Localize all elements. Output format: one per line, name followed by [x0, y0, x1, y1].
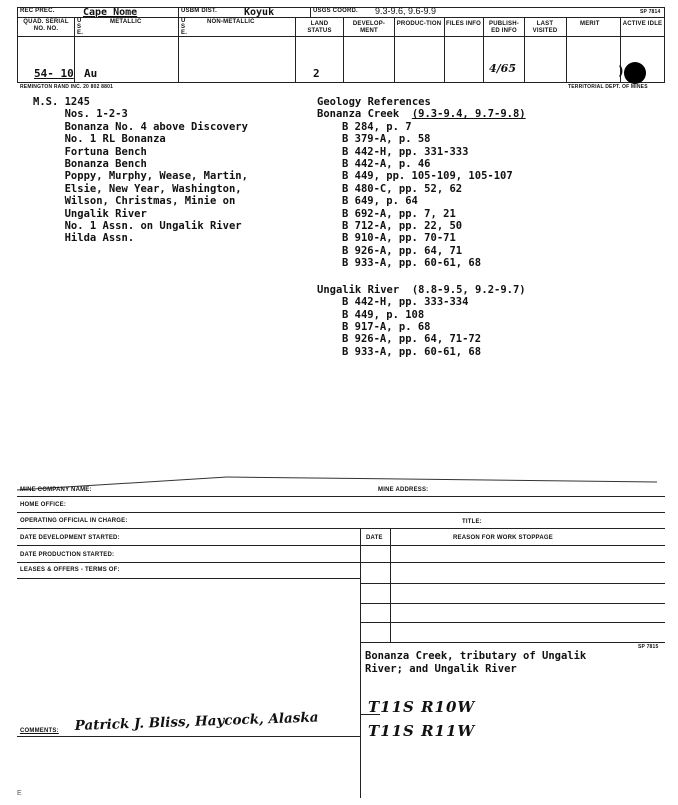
metallic-letter-s: S	[77, 24, 82, 30]
location-line-1: Bonanza Creek, tributary of Ungalik	[365, 650, 587, 662]
quad-serial-value: 54- 10	[34, 67, 74, 80]
corner-mark: E	[17, 790, 22, 797]
metallic-label: METALLIC	[110, 19, 142, 25]
reference-line: B 649, p. 64	[342, 195, 418, 208]
township-range-1: T11S R10W	[368, 698, 476, 716]
merit-label: MERIT	[580, 21, 600, 27]
rec-prec-label: REC PREC.	[20, 8, 55, 14]
reference-line: B 692-A, pp. 7, 21	[342, 207, 456, 220]
claim-line: M.S. 1245	[33, 96, 90, 108]
claim-line: No. 1 RL Bonanza	[33, 133, 166, 146]
title-label: TITLE:	[462, 519, 482, 525]
reason-work-stoppage-label: REASON FOR WORK STOPPAGE	[453, 535, 553, 541]
rec-prec-value: Cape Nome	[83, 7, 138, 18]
location-line-2: River; and Ungalik River	[365, 663, 517, 675]
reference-line: B 449, p. 108	[342, 308, 425, 321]
ungalik-river-heading: Ungalik River	[317, 283, 400, 296]
reference-line: B 442-A, p. 46	[342, 158, 431, 171]
form-number-top: SP 7814	[640, 9, 661, 15]
claim-line: Hilda Assn.	[33, 232, 135, 245]
township-range-2: T11S R11W	[368, 722, 476, 740]
claim-line: Elsie, New Year, Washington,	[33, 182, 242, 195]
active-status-dot	[624, 62, 646, 84]
published-info-value: 4/65	[489, 62, 516, 75]
printer-imprint: REMINGTON RAND INC. 20 802 8801	[20, 84, 114, 90]
usbm-dist-value: Koyuk	[244, 7, 275, 18]
claim-line: No. 1 Assn. on Ungalik River	[33, 220, 242, 233]
reference-line: B 712-A, pp. 22, 50	[342, 220, 463, 233]
metallic-letter-u: U	[77, 18, 82, 24]
last-visited-label: LAST VISITED	[532, 21, 558, 34]
metallic-letter-e: E.	[77, 30, 84, 36]
claim-line: Ungalik River	[33, 207, 147, 220]
land-status-value: 2	[313, 67, 320, 80]
metallic-value: Au	[84, 67, 98, 80]
bonanza-creek-heading: Bonanza Creek	[317, 108, 400, 121]
reference-line: B 910-A, pp. 70-71	[342, 232, 456, 245]
nonmetallic-label: NON-METALLIC	[207, 19, 255, 25]
active-status-bracket: )	[618, 64, 624, 78]
usgs-coord-label: USGS COORD.	[313, 8, 358, 14]
claim-line: Poppy, Murphy, Wease, Martin,	[33, 170, 248, 183]
bonanza-creek-coords: (9.3-9.4, 9.7-9.8)	[411, 108, 526, 121]
ungalik-river-coords: (8.8-9.5, 9.2-9.7)	[411, 283, 526, 296]
production-label: PRODUC-TION	[396, 21, 442, 27]
development-label: DEVELOP-MENT	[352, 21, 386, 34]
date-production-label: DATE PRODUCTION STARTED:	[20, 552, 115, 558]
date-development-label: DATE DEVELOPMENT STARTED:	[20, 535, 120, 541]
claim-line: Bonanza No. 4 above Discovery	[33, 120, 248, 133]
land-status-label: LAND STATUS	[307, 21, 332, 34]
reference-line: B 926-A, pp. 64, 71	[342, 244, 463, 257]
active-idle-label: ACTIVE IDLE	[622, 21, 663, 27]
reference-line: B 449, pp. 105-109, 105-107	[342, 170, 513, 183]
quad-serial-label: QUAD. SERIAL NO. NO.	[23, 19, 69, 32]
usgs-coord-value: 9.3-9.6, 9.6-9.9	[375, 6, 437, 16]
claim-line: Nos. 1-2-3	[33, 108, 128, 121]
reference-line: B 480-C, pp. 52, 62	[342, 182, 463, 195]
mine-address-label: MINE ADDRESS:	[378, 487, 429, 493]
reference-line: B 442-H, pp. 333-334	[342, 296, 469, 309]
operating-official-label: OPERATING OFFICIAL IN CHARGE:	[20, 518, 128, 524]
home-office-label: HOME OFFICE:	[20, 502, 67, 508]
claim-line: Fortuna Bench	[33, 145, 147, 158]
territorial-dept-label: TERRITORIAL DEPT. OF MINES	[568, 84, 648, 90]
usbm-dist-label: USBM DIST.	[181, 8, 218, 14]
reference-line: B 284, p. 7	[342, 120, 412, 133]
reference-line: B 933-A, pp. 60-61, 68	[342, 257, 482, 270]
geology-title: Geology References	[317, 96, 431, 108]
mine-company-label: MINE COMPANY NAME:	[20, 487, 92, 493]
form-top-border	[17, 468, 665, 494]
form-number-bottom: SP 7815	[638, 644, 659, 650]
leases-offers-label: LEASES & OFFERS - TERMS OF:	[20, 567, 120, 573]
claim-line: Bonanza Bench	[33, 158, 147, 171]
claims-list	[33, 96, 248, 245]
nonmetallic-letter-u: U	[181, 18, 186, 24]
reference-line: B 442-H, pp. 331-333	[342, 145, 469, 158]
claim-line: Wilson, Christmas, Minie on	[33, 195, 236, 208]
date-column-label: DATE	[366, 535, 383, 541]
nonmetallic-letter-s: S	[181, 24, 186, 30]
reference-line: B 926-A, pp. 64, 71-72	[342, 333, 482, 346]
reference-line: B 933-A, pp. 60-61, 68	[342, 345, 482, 358]
comments-label: COMMENTS:	[20, 728, 59, 734]
reference-line: B 917-A, p. 68	[342, 320, 431, 333]
comments-value: Patrick J. Bliss, Haycock, Alaska	[74, 709, 319, 734]
published-info-label: PUBLISH-ED INFO	[489, 21, 519, 34]
reference-line: B 379-A, p. 58	[342, 133, 431, 146]
files-info-label: FILES INFO	[446, 21, 481, 27]
geology-references	[317, 96, 526, 358]
nonmetallic-letter-e: E.	[181, 30, 188, 36]
